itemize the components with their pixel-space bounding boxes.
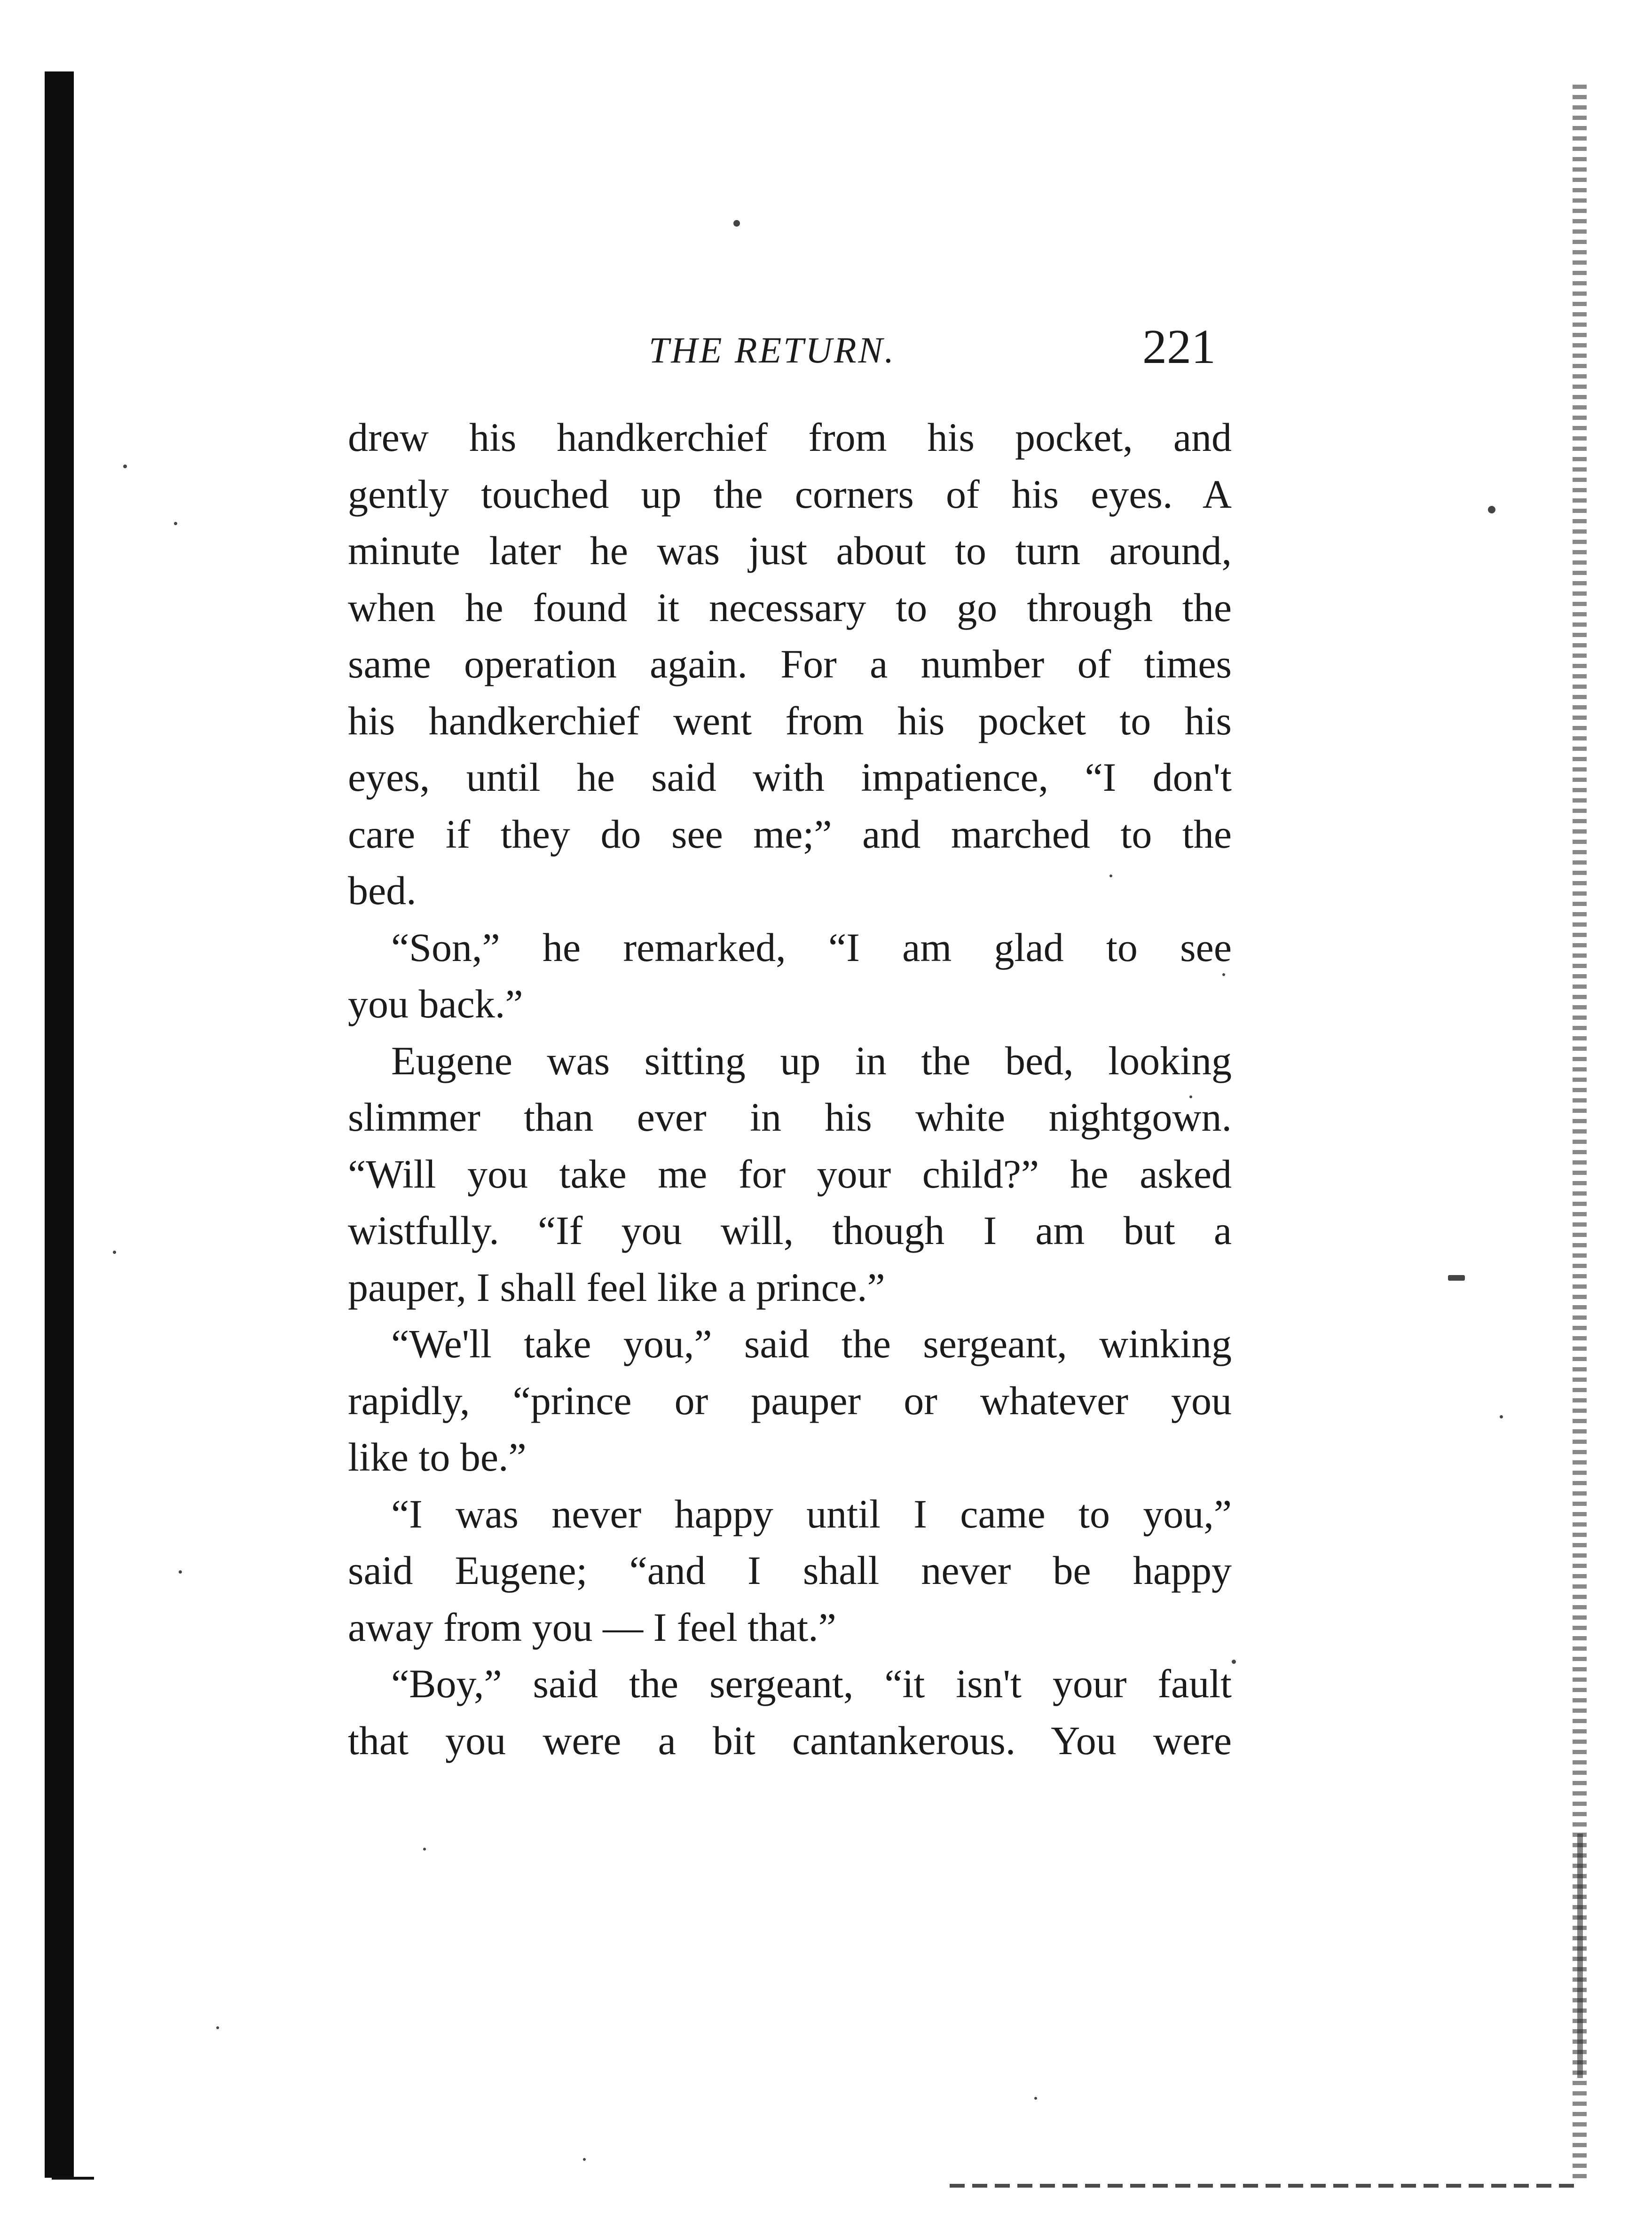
text-line: “We'll take you,” said the sergeant, winking (391, 1321, 1232, 1366)
page-edge-bottom (950, 2184, 1580, 2188)
text-line: minute later he was just about to turn around, (348, 528, 1232, 573)
text-line: Eugene was sitting up in the bed, looking (391, 1038, 1232, 1083)
text-line: same operation again. For a number of times (348, 641, 1232, 686)
running-title: THE RETURN. (649, 330, 896, 370)
text-line: eyes, until he said with impatience, “I don't (348, 755, 1232, 800)
text-line: care if they do see me;” and marched to the (348, 811, 1232, 857)
text-line: pauper, I shall feel like a prince.” (348, 1264, 885, 1310)
text-line: said Eugene; “and I shall never be happy (348, 1548, 1232, 1593)
text-line: away from you — I feel that.” (348, 1604, 836, 1650)
text-line: “I was never happy until I came to you,” (391, 1491, 1232, 1536)
text-line: his handkerchief went from his pocket to his (348, 698, 1232, 743)
text-line: like to be.” (348, 1434, 527, 1480)
page-number: 221 (1142, 320, 1216, 374)
text-line: wistfully. “If you will, though I am but a (348, 1208, 1232, 1253)
text-line: when he found it necessary to go through the (348, 584, 1232, 630)
text-line: “Boy,” said the sergeant, “it isn't your fault (391, 1661, 1232, 1706)
page-header (348, 319, 1232, 385)
body-text (348, 409, 1232, 1769)
text-line: rapidly, “prince or pauper or whatever you (348, 1378, 1232, 1423)
page-edge-right-shadow (1577, 1834, 1583, 2078)
binding-shadow (45, 71, 74, 2178)
text-line: bed. (348, 868, 417, 913)
text-line: you back.” (348, 981, 523, 1026)
text-line: gently touched up the corners of his eyes. A (348, 471, 1232, 517)
text-line: “Will you take me for your child?” he asked (348, 1151, 1232, 1197)
text-line: slimmer than ever in his white nightgown. (348, 1095, 1232, 1140)
text-line: drew his handkerchief from his pocket, and (348, 415, 1232, 460)
text-line: “Son,” he remarked, “I am glad to see (391, 924, 1232, 970)
page-edge-bottom-left (52, 2177, 94, 2180)
text-line: that you were a bit cantankerous. You were (348, 1717, 1232, 1763)
